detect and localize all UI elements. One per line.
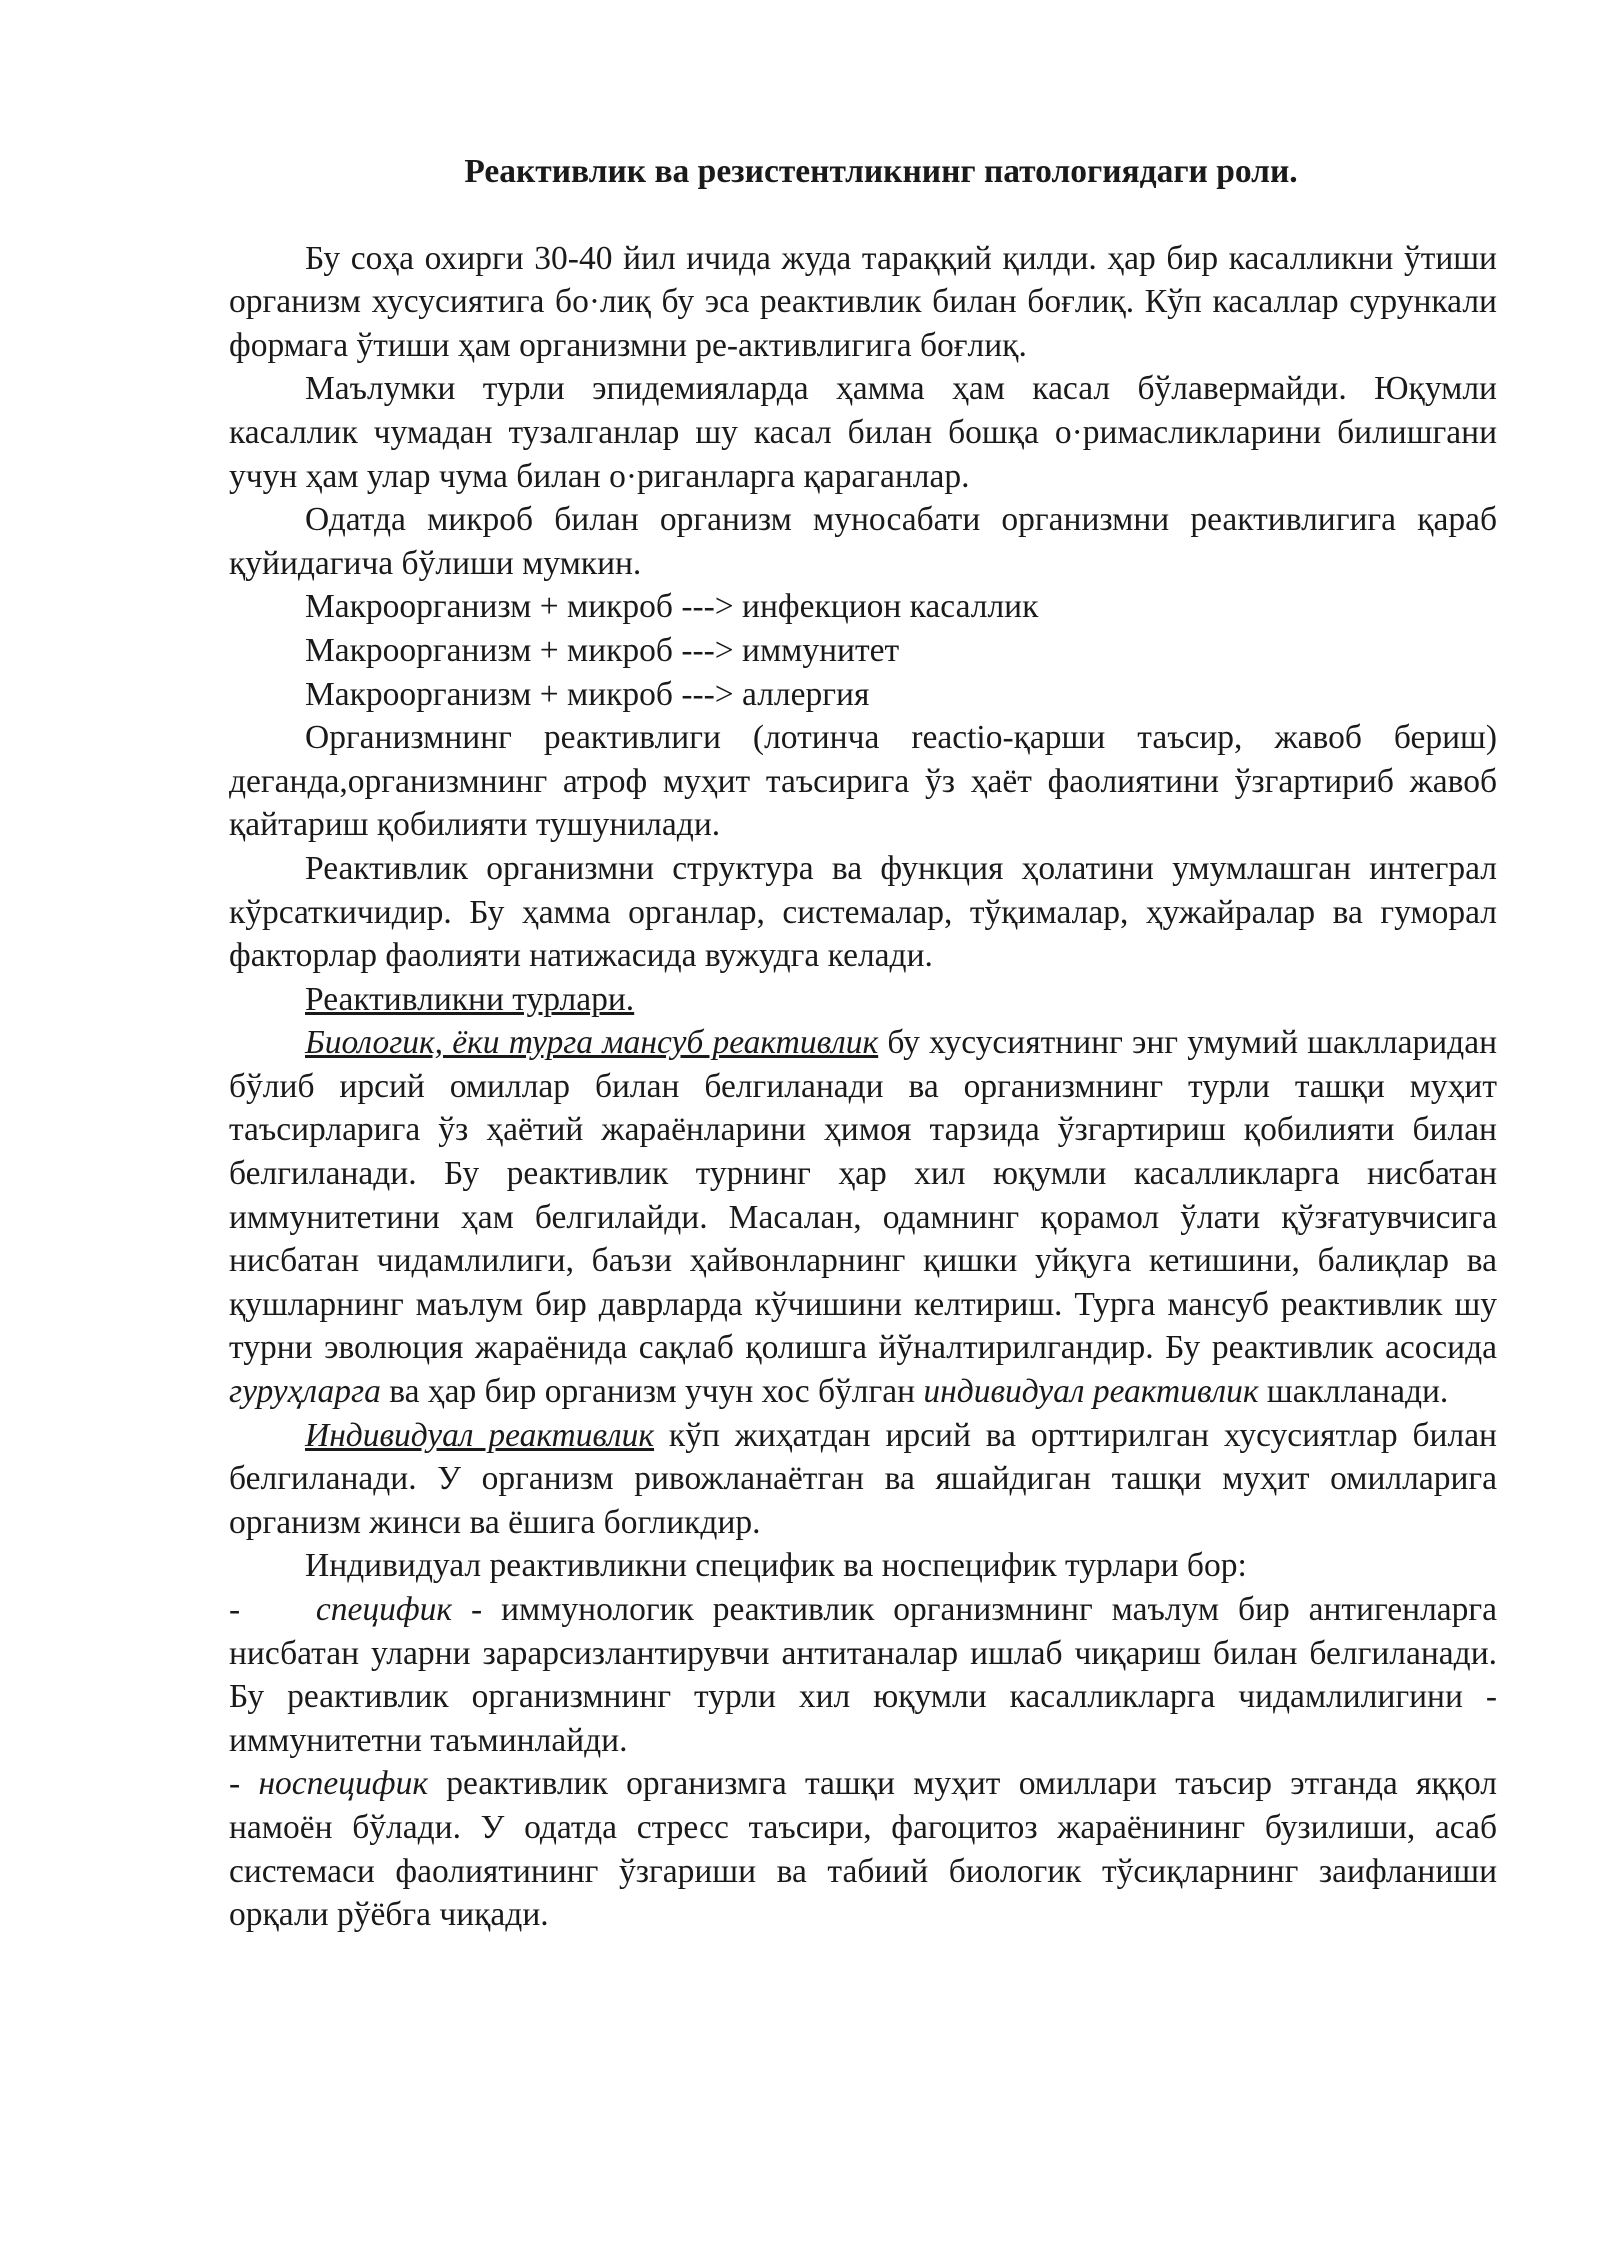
list-dash-2: - bbox=[229, 1765, 259, 1803]
types-heading bbox=[229, 978, 1497, 1022]
specific-term: специфик bbox=[315, 1591, 453, 1628]
individual-reactivity-term: индивидуал реактивлик bbox=[923, 1373, 1259, 1411]
equation-line-3: Макроорганизм + микроб ---> аллергия bbox=[305, 675, 870, 713]
list-dash-1: - bbox=[229, 1591, 260, 1628]
paragraph-8: Индивидуал реактивликни специфик ва носпецифик турлари бор: bbox=[305, 1547, 1247, 1585]
paragraph-4: Организмнинг реактивлиги (лотинча reactio-қарши таъсир, жавоб бериш) деганда,организмнинг атроф муҳит таъсирига ўз ҳаёт фаолиятини ўзгартириб жавоб қайтариш қобилияти тушунилади. bbox=[229, 719, 1497, 844]
paragraph-10-text: реактивлик организмга ташқи муҳит омиллари таъсир этганда яққол намоён бўлади. У одатда стресс таъсири, фагоцитоз жараёнининг бузилиши, асаб системаси фаолиятининг ўзгариши ва табиий биологик тўсиқларнинг заифланиши орқали рўёбга чиқади. bbox=[229, 1765, 1497, 1934]
nonspecific-term: носпецифик bbox=[258, 1765, 428, 1803]
paragraph-6-text-c: шаклланади. bbox=[1258, 1373, 1449, 1411]
document-title: Реактивлик ва резистентликнинг патологиядаги роли. bbox=[464, 153, 1298, 190]
types-heading-text: Реактивликни турлари. bbox=[305, 980, 635, 1018]
individual-reactivity-heading-term: Индивидуал реактивлик bbox=[305, 1416, 655, 1454]
paragraph-6 bbox=[229, 1021, 1497, 1413]
biological-reactivity-term: Биологик, ёки турга мансуб реактивлик bbox=[305, 1024, 879, 1062]
groups-term: гуруҳларга bbox=[229, 1373, 381, 1411]
paragraph-7-text: кўп жиҳатдан ирсий ва орттирилган хусусиятлар билан белгиланади. У организм ривожланаётган ва яшайдиган ташқи муҳит омилларига организм жинси ва ёшига богликдир. bbox=[229, 1416, 1497, 1541]
equation-line-1: Макроорганизм + микроб ---> инфекцион касаллик bbox=[305, 588, 1039, 626]
paragraph-10 bbox=[229, 1762, 1497, 1936]
equation-line-2: Макроорганизм + микроб ---> иммунитет bbox=[305, 631, 900, 669]
paragraph-9-text: - иммунологик реактивлик организмнинг маълум бир антигенларга нисбатан уларни зарарсизлантирувчи антитаналар ишлаб чиқариш билан белгиланади. Бу реактивлик организмнинг турли хил юқумли касалликларга чидамлилигини - иммунитетни таъминлайди. bbox=[229, 1591, 1498, 1759]
paragraph-6-text-b: ва ҳар бир организм учун хос бўлган bbox=[380, 1373, 924, 1411]
paragraph-5: Реактивлик организмни структура ва функция ҳолатини умумлашган интеграл кўрсаткичидир. Бу ҳамма органлар, системалар, тўқималар, ҳужайралар ва гуморал факторлар фаолияти натижасида вужудга келади. bbox=[229, 849, 1497, 975]
paragraph-2: Маълумки турли эпидемияларда ҳамма ҳам касал бўлавермайди. Юқумли касаллик чумадан тузалганлар шу касал билан бошқа о·римасликларини билишгани учун ҳам улар чума билан о·риганларга қараганлар. bbox=[229, 370, 1497, 495]
paragraph-1: Бу соҳа охирги 30-40 йил ичида жуда тараққий қилди. ҳар бир касалликни ўтиши организм хусусиятига бо·лиқ бу эса реактивлик билан боғлиқ. Кўп касаллар сурункали формага ўтиши ҳам организмни ре-активлигига боғлиқ. bbox=[229, 239, 1497, 364]
document-page bbox=[229, 150, 1497, 1937]
paragraph-9 bbox=[229, 1588, 1497, 1762]
paragraph-6-text-a: бу хусусиятнинг энг умумий шаклларидан бўлиб ирсий омиллар билан белгиланади ва организмнинг турли ташқи муҳит таъсирларига ўз ҳаётий жараёнларини ҳимоя тарзида ўзгартириш қобилияти билан белгиланади. Бу реактивлик турнинг ҳар хил юқумли касалликларга нисбатан иммунитетини ҳам белгилайди. Масалан, одамнинг қорамол ўлати қўзғатувчисига нисбатан чидамлилиги, баъзи ҳайвонларнинг қишки уйқуга кетишини, балиқлар ва қушларнинг маълум бир даврларда кўчишини келтириш. Турга мансуб реактивлик шу турни эволюция жараёнида сақлаб қолишга йўналтирилгандир. Бу реактивлик асосида bbox=[229, 1024, 1497, 1367]
paragraph-7 bbox=[229, 1414, 1497, 1545]
paragraph-3: Одатда микроб билан организм муносабати организмни реактивлигига қараб қуйидагича бўлиши мумкин. bbox=[229, 501, 1497, 582]
